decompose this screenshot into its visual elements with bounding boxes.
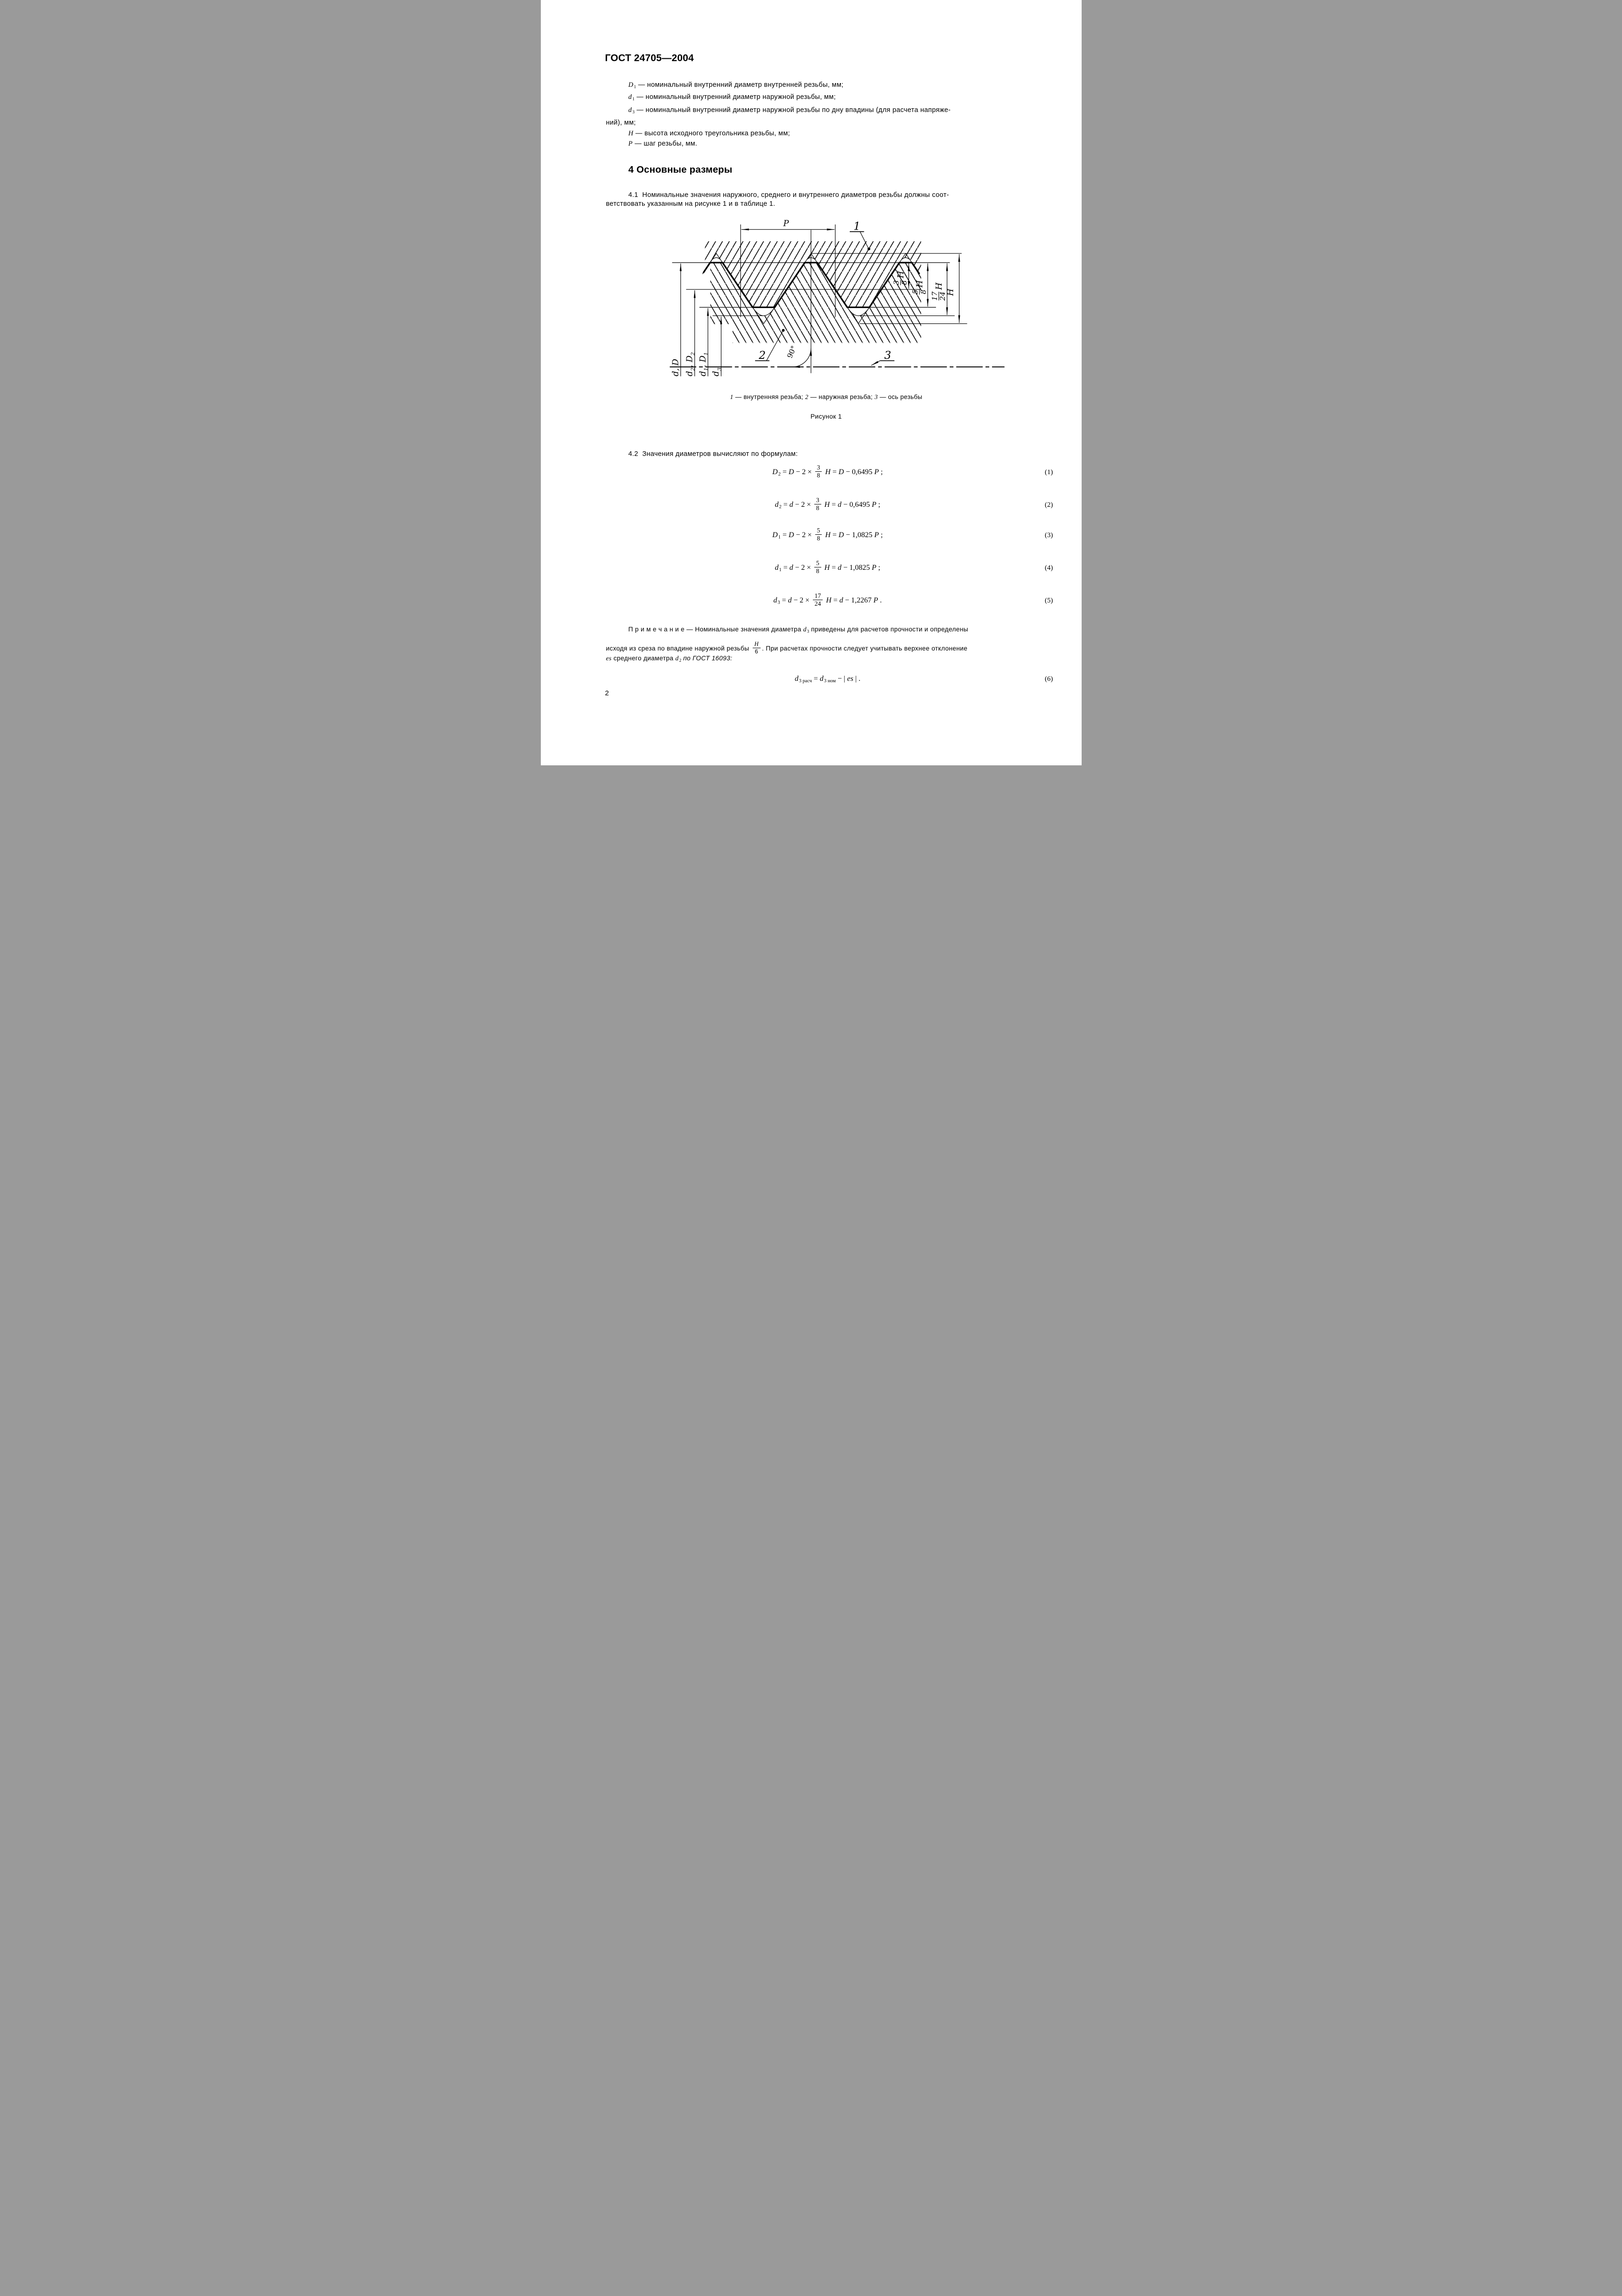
formula-4-number: (4) <box>1045 564 1053 572</box>
page-number: 2 <box>605 689 609 697</box>
note-line1: П р и м е ч а н и е — Номинальные значения диаметра d3 приведены для расчетов прочности и определены <box>628 626 968 634</box>
formula-4: d1 = d − 2 × $\frac{5}{8}$ H = d − 1,0825 P ; (4) <box>541 557 1082 579</box>
formula-3: D1 = D − 2 × $\frac{5}{8}$ H = D − 1,0825 P ; (3) <box>541 525 1082 546</box>
definition-d1: d1 — номинальный внутренний диаметр наружной резьбы, мм; <box>628 93 836 102</box>
formula-5: d3 = d − 2 × $\frac{17}{24}$ H = d − 1,2267 P . (5) <box>541 590 1082 611</box>
callout-3: 3 <box>884 348 891 362</box>
label-d1-D1: $d_1$, $D_1$ <box>698 352 709 377</box>
formula-6-number: (6) <box>1045 675 1053 683</box>
svg-text:H: H <box>895 271 906 279</box>
paragraph-4-2: 4.2 Значения диаметров вычисляют по формулам: <box>628 450 798 458</box>
figure-label: Рисунок 1 <box>810 413 842 420</box>
label-d2-D2: $d_2$, $D_2$ <box>684 352 696 377</box>
svg-text:H: H <box>934 282 944 290</box>
pitch-label: P <box>783 220 789 229</box>
formula-5-number: (5) <box>1045 597 1053 604</box>
svg-text:8: 8 <box>900 280 909 285</box>
definition-D1: D1 — номинальный внутренний диаметр внутренней резьбы, мм; <box>628 81 844 90</box>
formula-1: D2 = D − 2 × $\frac{3}{8}$ H = D − 0,6495 P ; (1) <box>541 462 1082 483</box>
formula-3-number: (3) <box>1045 532 1053 539</box>
angle-90-label: 90° <box>785 344 798 360</box>
formula-6: d3 расч = d3 ном − | es | . (6) <box>541 668 1082 690</box>
formula-2-number: (2) <box>1045 501 1053 509</box>
label-d3: $d_3$ <box>711 367 722 377</box>
gost-document-page <box>541 0 1082 765</box>
svg-text:5: 5 <box>910 289 919 294</box>
dim-label-17-24H <box>930 282 946 301</box>
definition-d3: d3 — номинальный внутренний диаметр наружной резьбы по дну впадины (для расчета напряже- <box>628 106 951 115</box>
figure-caption: 1 — внутренняя резьба; 2 — наружная резьба; 3 — ось резьбы <box>730 393 923 400</box>
svg-text:17: 17 <box>930 291 939 301</box>
paragraph-4-1-line2: ветствовать указанным на рисунке 1 и в таблице 1. <box>606 200 776 208</box>
definition-d3-wrap: ний), мм; <box>606 119 636 126</box>
svg-text:8: 8 <box>919 289 928 294</box>
formula-1-number: (1) <box>1045 469 1053 476</box>
paragraph-4-1-line1: 4.1 Номинальные значения наружного, среднего и внутреннего диаметров резьбы должны соот- <box>628 191 949 199</box>
svg-text:H: H <box>914 280 924 288</box>
note-line3: es среднего диаметра d2 по ГОСТ 16093: <box>606 655 733 663</box>
svg-text:24: 24 <box>938 291 947 301</box>
standard-code: ГОСТ 24705—2004 <box>605 53 694 63</box>
svg-text:3: 3 <box>892 280 901 285</box>
dim-label-H: H <box>945 288 956 296</box>
callout-1: 1 <box>853 220 860 233</box>
formula-2: d2 = d − 2 × $\frac{3}{8}$ H = d − 0,6495 P ; (2) <box>541 494 1082 516</box>
note-line2: исходя из среза по впадине наружной резьбы $\frac{H}{6}$ . При расчетах прочности следует учитывать верхнее отклонение <box>606 641 968 655</box>
label-d-D: d, D <box>670 358 680 377</box>
callout-2: 2 <box>758 348 766 362</box>
section-4-title: 4 Основные размеры <box>628 164 733 175</box>
figure-1-thread-profile <box>659 220 1011 377</box>
definition-H: H — высота исходного треугольника резьбы, мм; <box>628 130 790 137</box>
definition-P: P — шаг резьбы, мм. <box>628 140 698 147</box>
